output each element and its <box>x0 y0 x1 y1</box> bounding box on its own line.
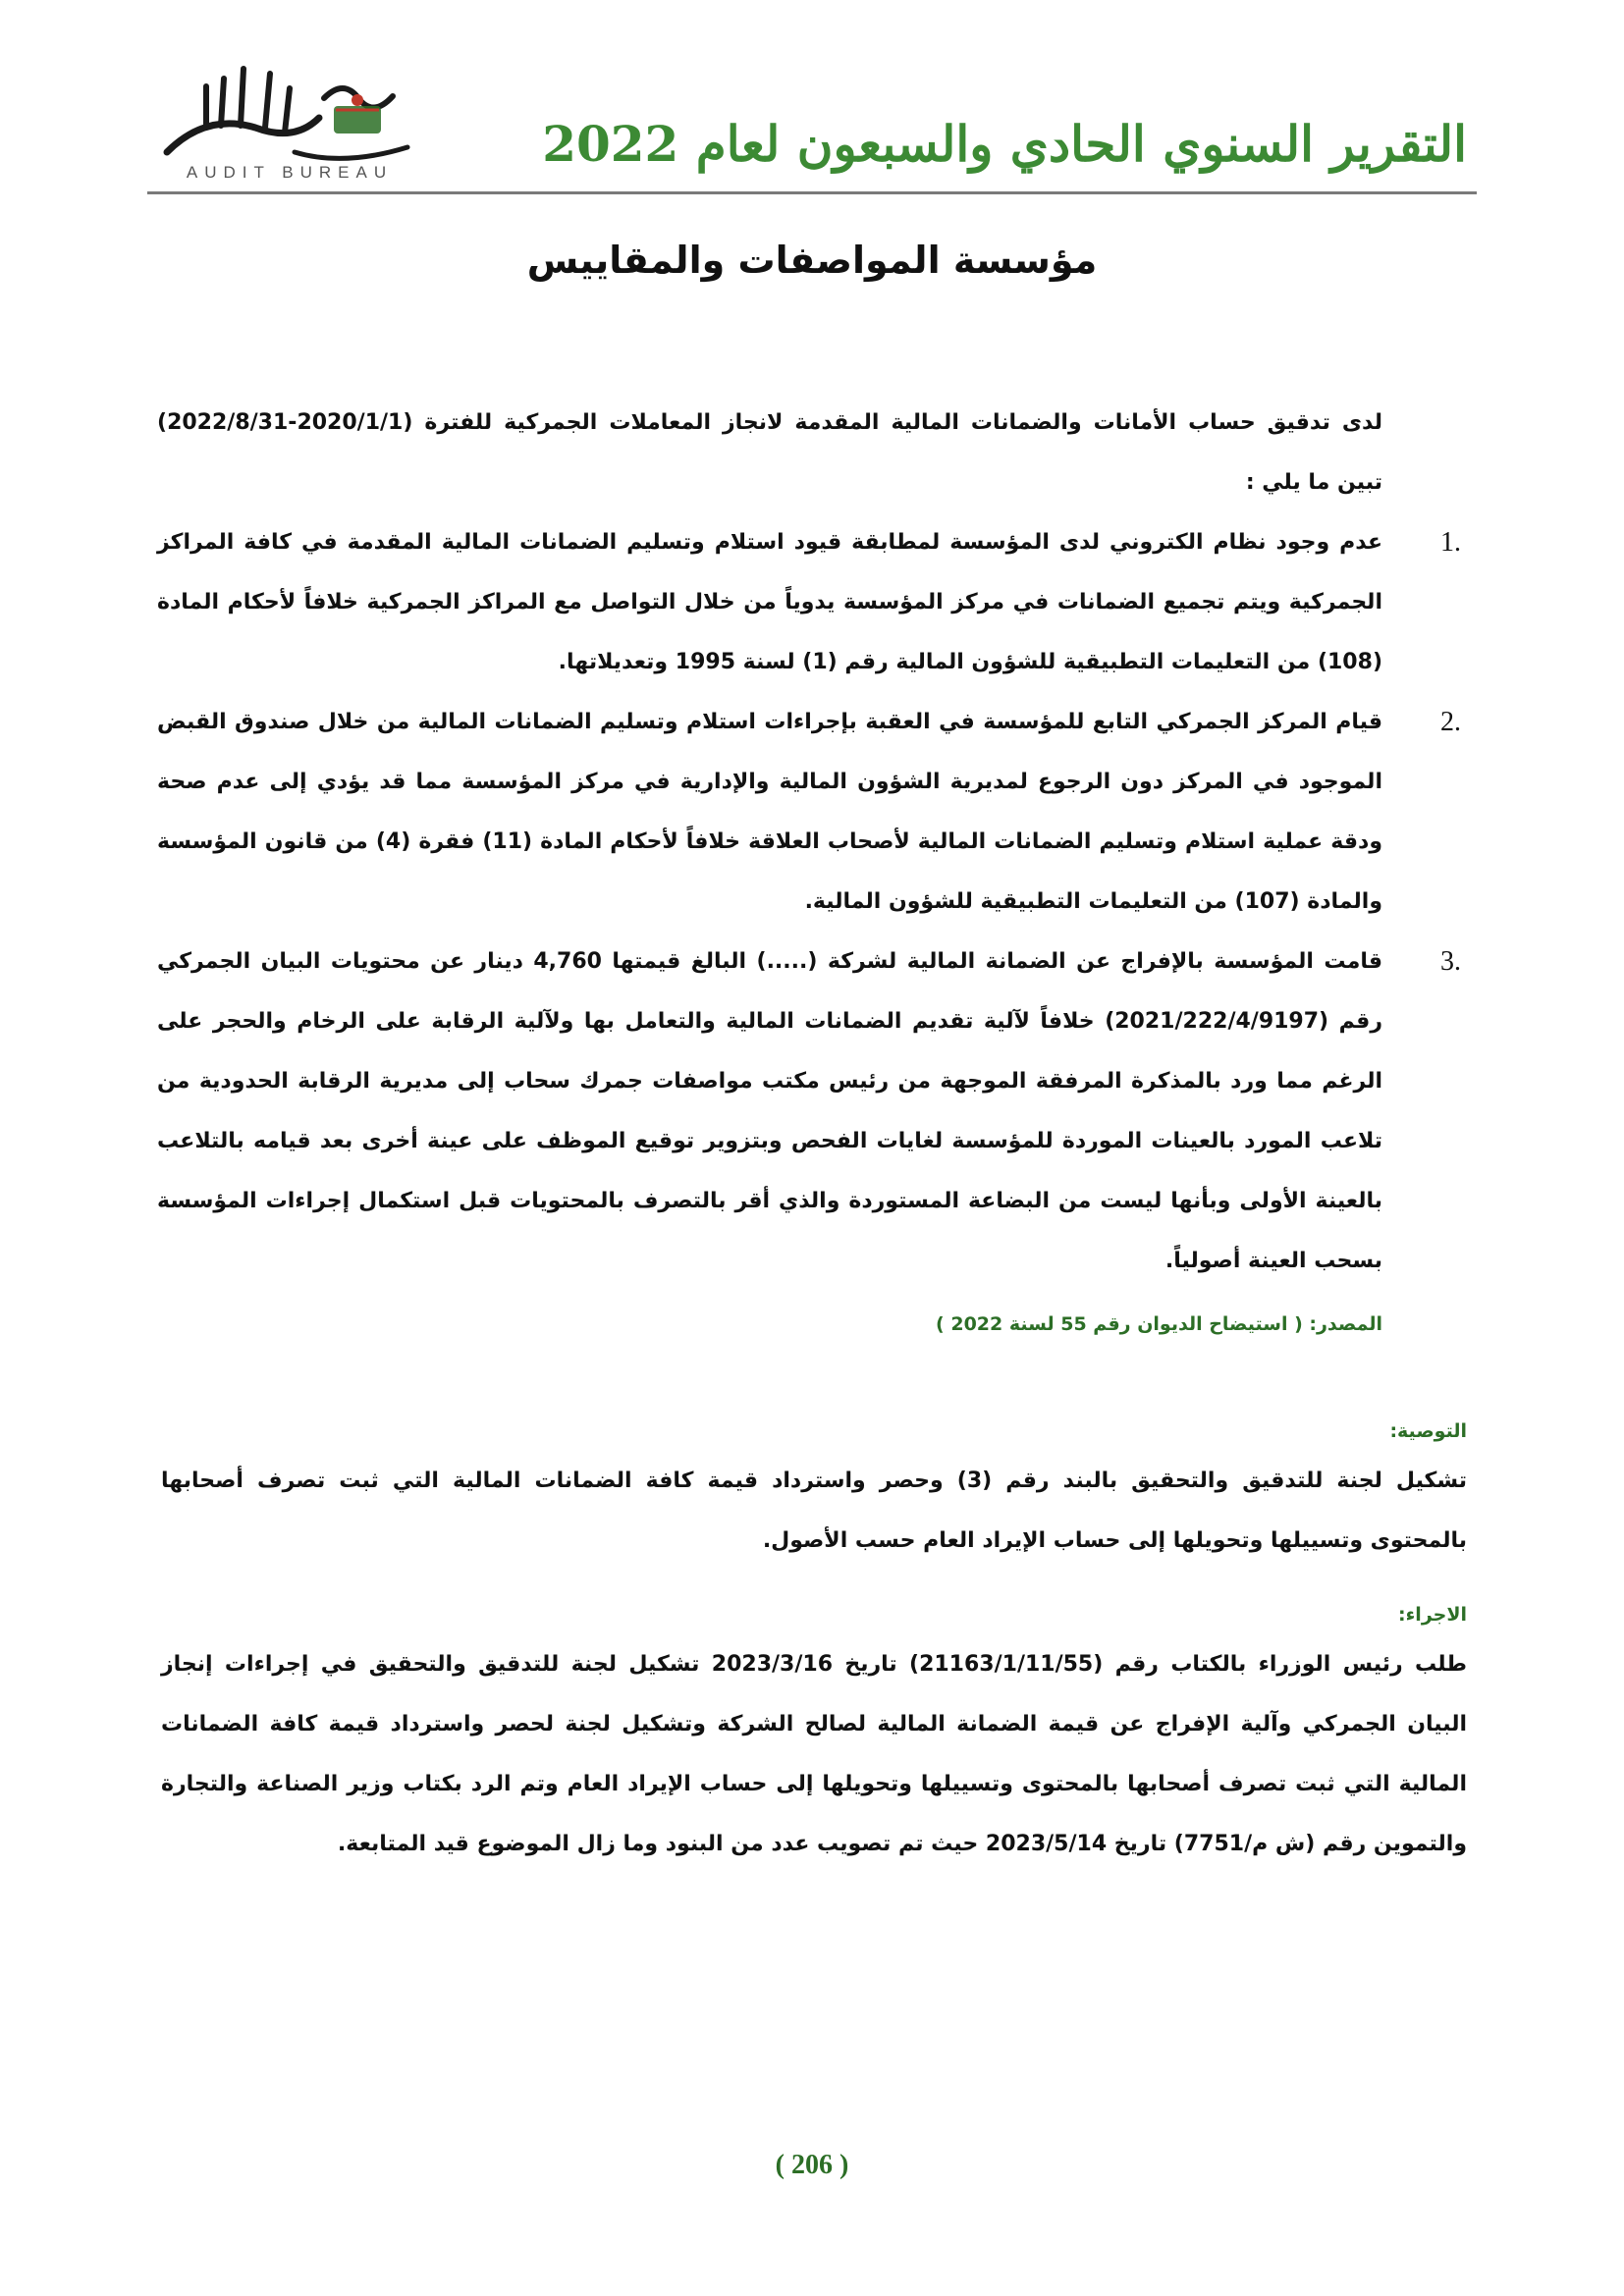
finding-number: 2. <box>1440 707 1461 737</box>
recommendation-section <box>161 1412 1467 1571</box>
finding-text: قيام المركز الجمركي التابع للمؤسسة في العقبة بإجراءات استلام وتسليم الضمانات المالية من خلال صندوق القبض الموجود في المركز دون الرجوع لمديرية الشؤون المالية والإدارية في مركز المؤسسة مما قد يؤدي إلى عدم صحة ودقة عملية استلام وتسليم الضمانات المالية لأصحاب العلاقة خلافاً لأحكام المادة (11) فقرة (4) من قانون المؤسسة والمادة (107) من التعليمات التطبيقية للشؤون المالية. <box>157 710 1382 914</box>
action-label: الاجراء: <box>1398 1604 1467 1626</box>
logo-english-text: AUDIT BUREAU <box>186 163 394 182</box>
finding-number: 1. <box>1440 527 1461 558</box>
section-title: مؤسسة المواصفات والمقاييس <box>526 239 1098 282</box>
recommendation-label: التوصية: <box>1389 1420 1467 1442</box>
report-title: التقرير السنوي الحادي والسبعون لعام 2022 <box>542 115 1467 173</box>
finding-text: عدم وجود نظام الكتروني لدى المؤسسة لمطابقة قيود استلام وتسليم الضمانات المالية المقدمة في كافة المراكز الجمركية ويتم تجميع الضمانات في مركز المؤسسة يدوياً من خلال التواصل مع المراكز الجمركية خلافاً لأحكام المادة (108) من التعليمات التطبيقية للشؤون المالية رقم (1) لسنة 1995 وتعديلاتها. <box>157 530 1382 674</box>
list-item <box>157 932 1461 1291</box>
finding-text: قامت المؤسسة بالإفراج عن الضمانة المالية لشركة (.....) البالغ قيمتها 4,760 دينار عن محتويات البيان الجمركي رقم (2021/222/4/9197) خلافاً لآلية تقديم الضمانات المالية والتعامل بها ولآلية الرقابة على الرخام والحجر على الرغم مما ورد بالمذكرة المرفقة الموجهة من رئيس مكتب مواصفات جمرك سحاب إلى مديرية الرقابة الحدودية من تلاعب المورد بالعينات الموردة للمؤسسة لغايات الفحص وبتزوير توقيع الموظف على عينة أخرى بعد قيامه بالتلاعب بالعينة الأولى وبأنها ليست من البضاعة المستوردة والذي أقر بالتصرف بالمحتويات قبل استكمال إجراءات المؤسسة بسحب العينة أصولياً. <box>157 949 1382 1273</box>
header-divider <box>147 191 1477 194</box>
action-text: طلب رئيس الوزراء بالكتاب رقم (21163/1/11/55) تاريخ 2023/3/16 تشكيل لجنة للتدقيق والتحقيق في إجراءات إنجاز البيان الجمركي وآلية الإفراج عن قيمة الضمانة المالية لصالح الشركة وتشكيل لجنة لحصر واسترداد قيمة كافة الضمانات المالية التي ثبت تصرف أصحابها بالمحتوى وتسييلها وتحويلها إلى حساب الإيراد العام وتم الرد بكتاب وزير الصناعة والتجارة والتموين رقم (ش م/7751) تاريخ 2023/5/14 حيث تم تصويب عدد من البنود وما زال الموضوع قيد المتابعة. <box>161 1652 1467 1856</box>
finding-number: 3. <box>1440 946 1461 977</box>
list-item <box>157 512 1461 692</box>
recommendation-text: تشكيل لجنة للتدقيق والتحقيق بالبند رقم (3) وحصر واسترداد قيمة كافة الضمانات المالية التي ثبت تصرف أصحابها بالمحتوى وتسييلها وتحويلها إلى حساب الإيراد العام حسب الأصول. <box>161 1468 1467 1553</box>
intro-paragraph: لدى تدقيق حساب الأمانات والضمانات المالية المقدمة لانجاز المعاملات الجمركية للفترة (2020/1/1-2022/8/31) تبين ما يلي : <box>157 410 1382 495</box>
source-note: المصدر: ( استيضاح الديوان رقم 55 لسنة 2022 ) <box>936 1313 1382 1335</box>
action-section <box>161 1595 1467 1874</box>
findings-list <box>157 512 1461 1291</box>
page-number: ( 206 ) <box>775 2150 849 2180</box>
list-item <box>157 692 1461 932</box>
logo-crown-icon <box>167 69 407 158</box>
findings-section <box>157 393 1461 1344</box>
